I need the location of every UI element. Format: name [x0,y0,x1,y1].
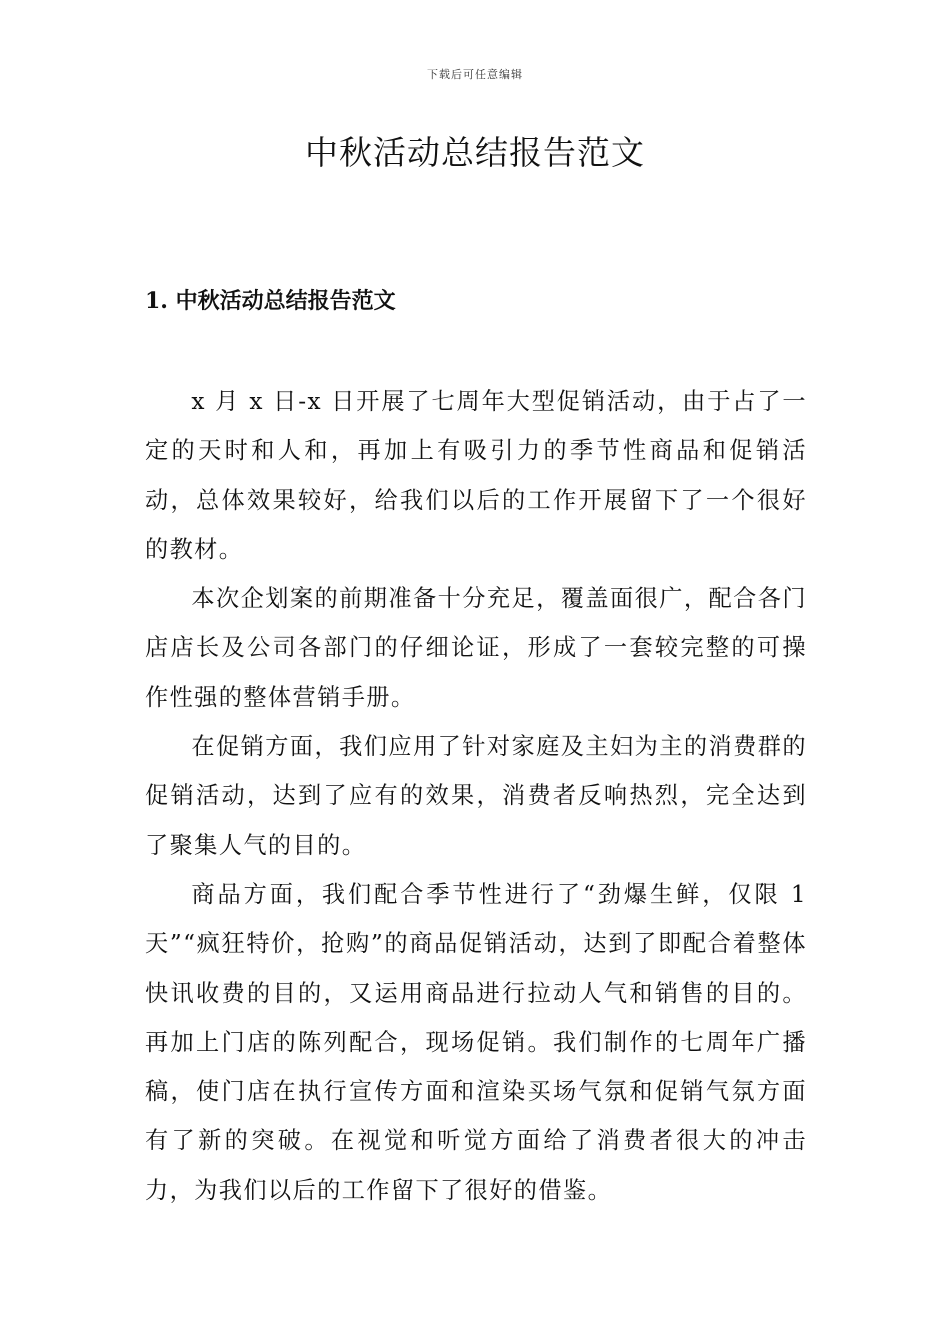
document-body [145,377,807,1215]
paragraph: 本次企划案的前期准备十分充足，覆盖面很广，配合各门店店长及公司各部门的仔细论证，形成了一套较完整的可操作性强的整体营销手册。 [145,585,807,711]
header-note: 下载后可任意编辑 [427,68,523,81]
paragraph: 商品方面，我们配合季节性进行了“劲爆生鲜，仅限 1 天”“疯狂特价，抢购”的商品促销活动，达到了即配合着整体快讯收费的目的，又运用商品进行拉动人气和销售的目的。再加上门店的陈列配合，现场促销。我们制作的七周年广播稿，使门店在执行宣传方面和渲染买场气氛和促销气氛方面有了新的突破。在视觉和听觉方面给了消费者很大的冲击力，为我们以后的工作留下了很好的借鉴。 [145,880,807,1204]
section-heading: 1. 中秋活动总结报告范文 [145,288,396,314]
document-title: 中秋活动总结报告范文 [305,133,645,172]
paragraph: x 月 x 日-x 日开展了七周年大型促销活动，由于占了一定的天时和人和，再加上有吸引力的季节性商品和促销活动，总体效果较好，给我们以后的工作开展留下了一个很好的教材。 [145,388,807,563]
paragraph: 在促销方面，我们应用了针对家庭及主妇为主的消费群的促销活动，达到了应有的效果，消费者反响热烈，完全达到了聚集人气的目的。 [145,733,807,859]
